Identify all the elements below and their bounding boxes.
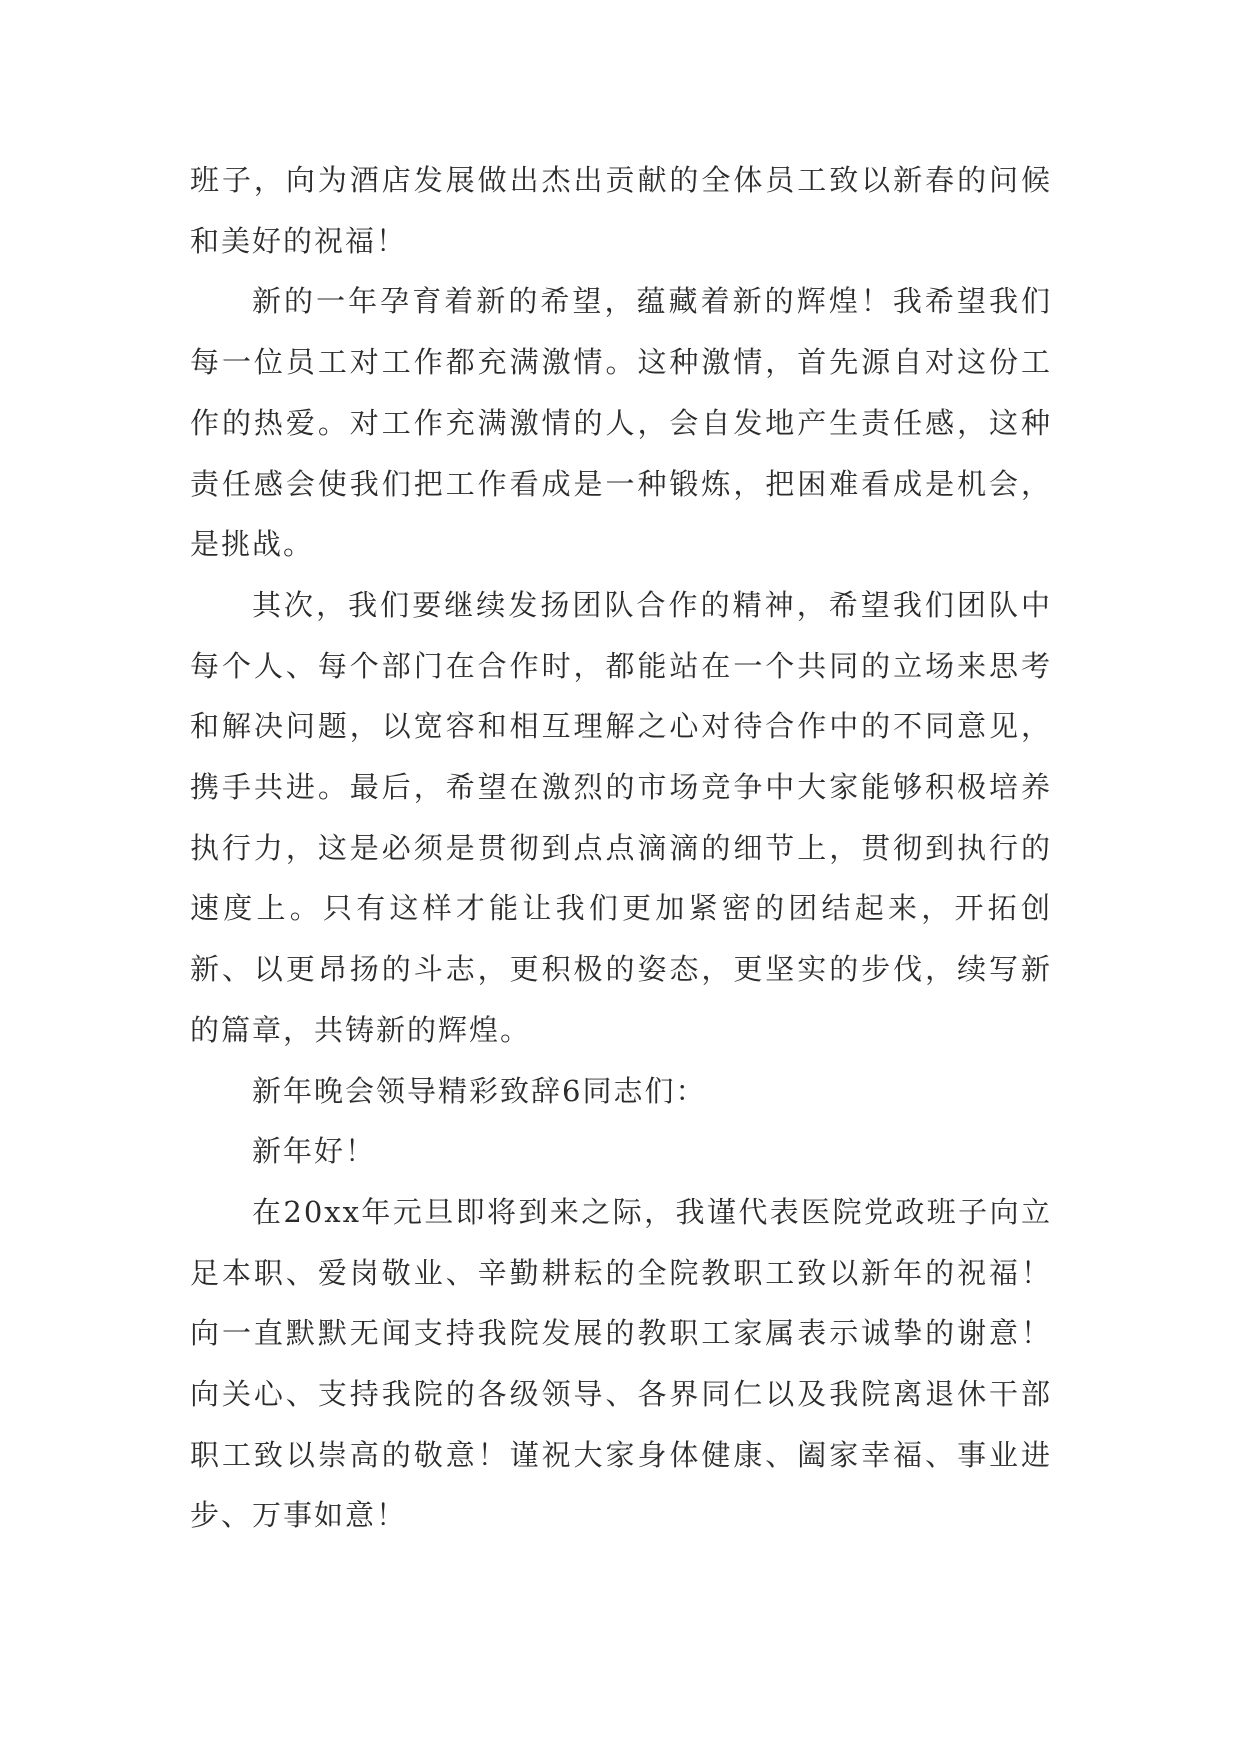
paragraph-hospital-wishes: 在20xx年元旦即将到来之际，我谨代表医院党政班子向立足本职、爱岗敬业、辛勤耕耘的全院教职工致以新年的祝福！向一直默默无闻支持我院发展的教职工家属表示诚挚的谢意！向关心、支持我院的各级领导、各界同仁以及我院离退休干部职工致以崇高的敬意！谨祝大家身体健康、阖家幸福、事业进步、万事如意！	[190, 1194, 1052, 1533]
paragraph-teamwork: 其次，我们要继续发扬团队合作的精神，希望我们团队中每个人、每个部门在合作时，都能站在一个共同的立场来思考和解决问题，以宽容和相互理解之心对待合作中的不同意见，携手共进。最后，希望在激烈的市场竞争中大家能够积极培养执行力，这是必须是贯彻到点点滴滴的细节上，贯彻到执行的速度上。只有这样才能让我们更加紧密的团结起来，开拓创新、以更昂扬的斗志，更积极的姿态，更坚实的步伐，续写新的篇章，共铸新的辉煌。	[190, 587, 1052, 1047]
paragraph-new-year-greeting: 新年好！	[252, 1134, 377, 1169]
document-body	[190, 150, 1052, 1546]
paragraph-passion: 新的一年孕育着新的希望，蕴藏着新的辉煌！我希望我们每一位员工对工作都充满激情。这种激情，首先源自对这份工作的热爱。对工作充满激情的人，会自发地产生责任感，这种责任感会使我们把工作看成是一种锻炼，把困难看成是机会，是挑战。	[190, 284, 1052, 562]
paragraph-greeting-continuation: 班子，向为酒店发展做出杰出贡献的全体员工致以新春的问候和美好的祝福！	[190, 163, 1052, 258]
paragraph-speech-heading: 新年晚会领导精彩致辞6同志们：	[252, 1073, 707, 1108]
